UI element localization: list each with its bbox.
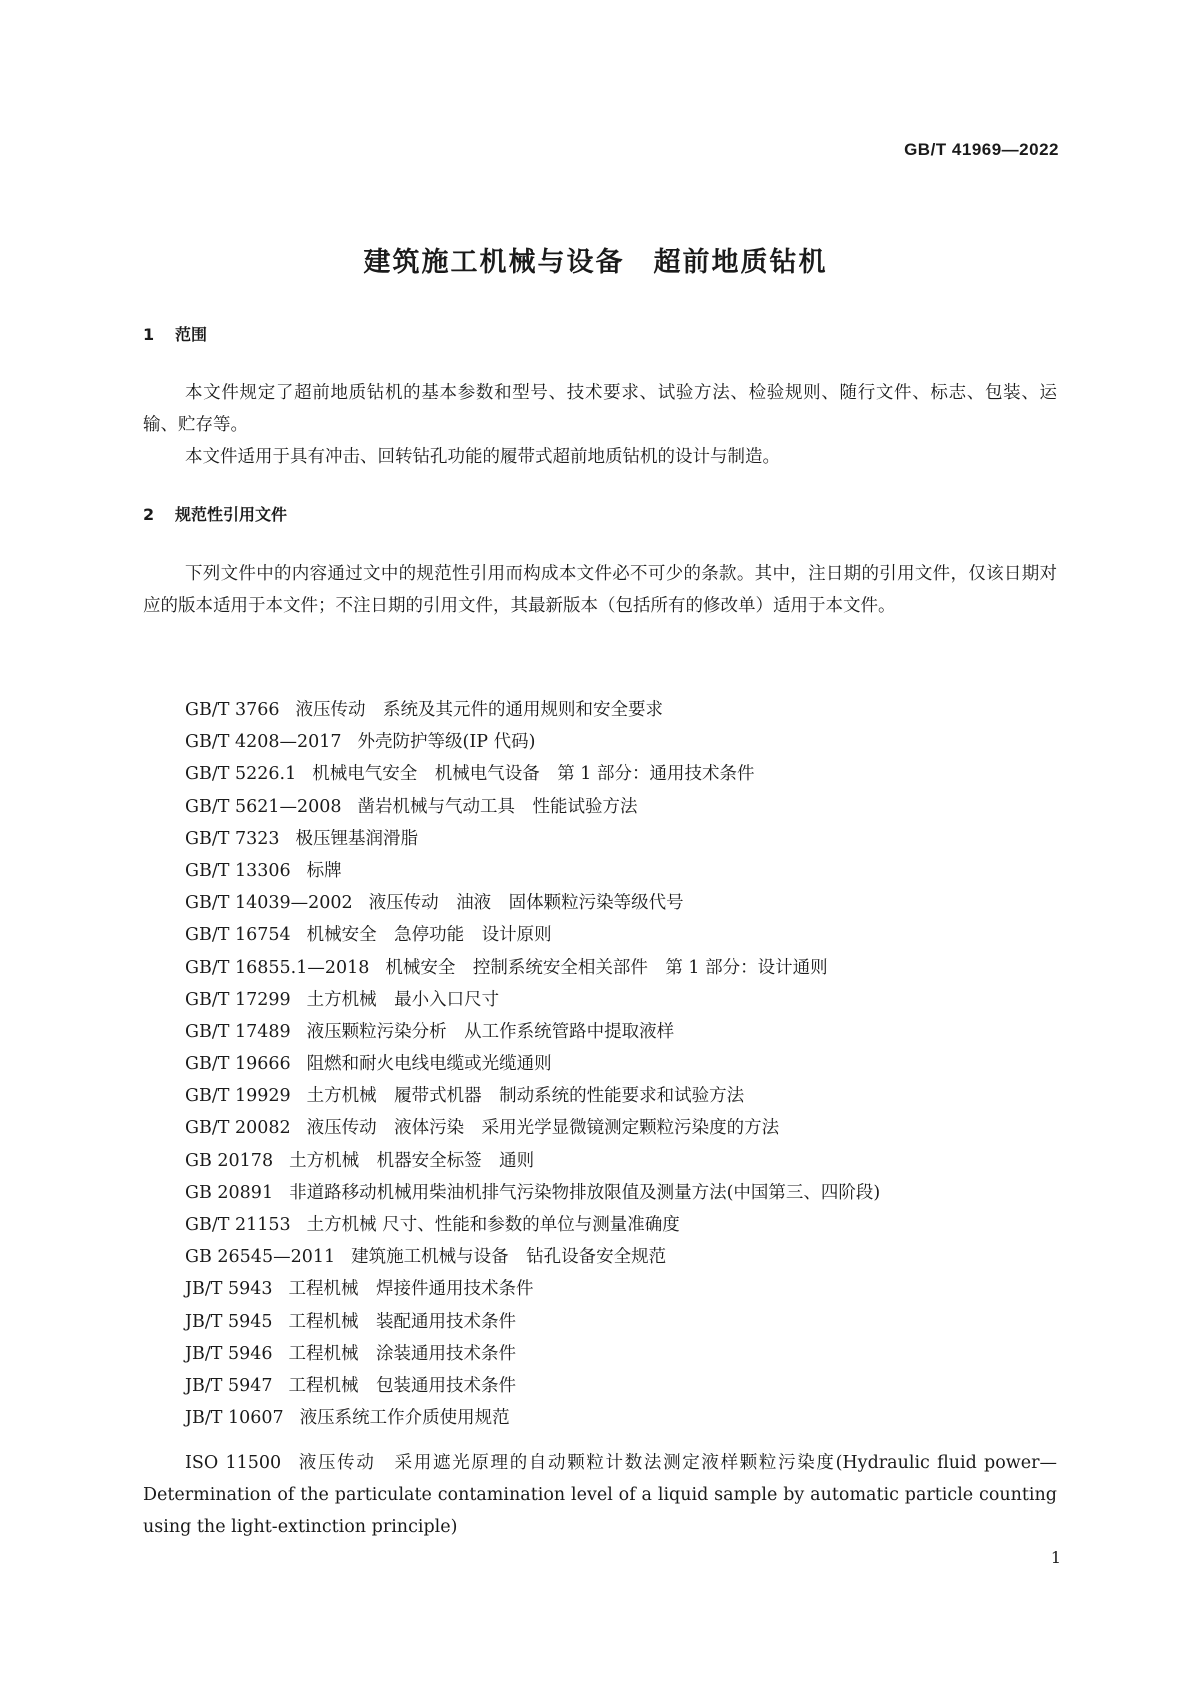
reference-code: GB 20891 bbox=[185, 1182, 274, 1203]
reference-title: 机械安全 控制系统安全相关部件 第 1 部分：设计通则 bbox=[385, 957, 828, 978]
reference-title: 工程机械 焊接件通用技术条件 bbox=[288, 1279, 534, 1300]
reference-item bbox=[185, 887, 1057, 919]
reference-item bbox=[185, 952, 1057, 984]
reference-code: GB/T 16754 bbox=[185, 925, 291, 946]
reference-item bbox=[185, 791, 1057, 823]
reference-title: 非道路移动机械用柴油机排气污染物排放限值及测量方法(中国第三、四阶段) bbox=[289, 1182, 881, 1203]
section-2-heading bbox=[143, 502, 287, 525]
reference-item bbox=[185, 694, 1057, 726]
section-title: 范围 bbox=[175, 325, 208, 344]
reference-item bbox=[185, 919, 1057, 951]
reference-code: GB/T 3766 bbox=[185, 700, 280, 720]
scope-paragraph-1: 本文件规定了超前地质钻机的基本参数和型号、技术要求、试验方法、检验规则、随行文件、标志、包装、运输、贮存等。 bbox=[143, 383, 1057, 435]
reference-title: 机械电气安全 机械电气设备 第 1 部分：通用技术条件 bbox=[312, 764, 755, 785]
reference-title: 极压锂基润滑脂 bbox=[295, 828, 419, 849]
reference-item bbox=[185, 1338, 1057, 1370]
document-title: 建筑施工机械与设备 超前地质钻机 bbox=[363, 247, 828, 278]
reference-code: GB/T 5226.1 bbox=[185, 764, 297, 785]
reference-code: GB/T 17299 bbox=[185, 989, 291, 1010]
reference-title: 建筑施工机械与设备 钻孔设备安全规范 bbox=[351, 1247, 667, 1268]
reference-title: 土方机械 尺寸、性能和参数的单位与测量准确度 bbox=[306, 1215, 680, 1235]
reference-code: GB/T 19666 bbox=[185, 1054, 291, 1075]
reference-code: GB/T 14039—2002 bbox=[185, 893, 353, 914]
reference-code: JB/T 10607 bbox=[185, 1408, 284, 1429]
reference-item bbox=[185, 1370, 1057, 1402]
reference-title: 阻燃和耐火电线电缆或光缆通则 bbox=[306, 1054, 552, 1075]
reference-code: JB/T 5945 bbox=[185, 1311, 273, 1332]
reference-code: JB/T 5943 bbox=[185, 1279, 273, 1300]
reference-title: 土方机械 履带式机器 制动系统的性能要求和试验方法 bbox=[306, 1086, 745, 1107]
reference-item bbox=[185, 1306, 1057, 1338]
reference-title: 液压传动 采用遮光原理的自动颗粒计数法测定液样颗粒污染度(Hydraulic fluid power—Determination of the particulate contamination level of a liquid sample by automatic particle counting using the light-extinction principle) bbox=[143, 1453, 1057, 1537]
reference-title: 液压传动 油液 固体颗粒污染等级代号 bbox=[368, 893, 684, 914]
section-number: 2 bbox=[143, 505, 155, 524]
section-number: 1 bbox=[143, 325, 155, 344]
reference-item bbox=[185, 1048, 1057, 1080]
reference-title: 液压系统工作介质使用规范 bbox=[299, 1408, 510, 1429]
reference-code: GB/T 19929 bbox=[185, 1086, 291, 1107]
reference-item bbox=[185, 1016, 1057, 1048]
reference-code: GB/T 21153 bbox=[185, 1215, 291, 1235]
reference-title: 机械安全 急停功能 设计原则 bbox=[306, 925, 552, 946]
reference-code: GB 20178 bbox=[185, 1150, 274, 1171]
reference-item bbox=[185, 823, 1057, 855]
reference-code: GB/T 17489 bbox=[185, 1021, 291, 1042]
reference-item bbox=[185, 855, 1057, 887]
reference-title: 工程机械 涂装通用技术条件 bbox=[288, 1343, 517, 1364]
reference-code: GB/T 4208—2017 bbox=[185, 732, 342, 753]
reference-item bbox=[185, 726, 1057, 758]
reference-item bbox=[185, 1402, 1057, 1434]
reference-title: 工程机械 装配通用技术条件 bbox=[288, 1311, 517, 1332]
reference-list bbox=[185, 694, 1057, 1434]
reference-code: JB/T 5946 bbox=[185, 1343, 273, 1364]
reference-item bbox=[185, 1080, 1057, 1112]
standard-number: GB/T 41969—2022 bbox=[904, 140, 1059, 159]
reference-code: GB/T 5621—2008 bbox=[185, 796, 342, 817]
reference-title: 凿岩机械与气动工具 性能试验方法 bbox=[357, 796, 638, 817]
reference-title: 土方机械 机器安全标签 通则 bbox=[289, 1150, 535, 1171]
reference-title: 工程机械 包装通用技术条件 bbox=[288, 1375, 517, 1396]
reference-code: GB/T 16855.1—2018 bbox=[185, 957, 370, 978]
reference-item bbox=[185, 1145, 1057, 1177]
reference-title: 液压传动 液体污染 采用光学显微镜测定颗粒污染度的方法 bbox=[306, 1118, 780, 1139]
reference-title: 液压传动 系统及其元件的通用规则和安全要求 bbox=[295, 700, 664, 720]
reference-code: GB 26545—2011 bbox=[185, 1247, 336, 1268]
reference-item bbox=[185, 984, 1057, 1016]
reference-title: 标牌 bbox=[306, 860, 342, 881]
reference-item bbox=[185, 1177, 1057, 1209]
reference-item bbox=[185, 758, 1057, 790]
reference-code: ISO 11500 bbox=[185, 1453, 282, 1473]
reference-item-iso-11500 bbox=[143, 1447, 1057, 1543]
reference-item bbox=[185, 1241, 1057, 1273]
reference-item bbox=[185, 1112, 1057, 1144]
reference-title: 外壳防护等级(IP 代码) bbox=[357, 732, 536, 753]
section-1-heading bbox=[143, 322, 207, 345]
reference-code: JB/T 5947 bbox=[185, 1375, 273, 1396]
section-title: 规范性引用文件 bbox=[175, 505, 288, 524]
page-number: 1 bbox=[1050, 1548, 1061, 1567]
reference-code: GB/T 7323 bbox=[185, 828, 280, 849]
reference-code: GB/T 20082 bbox=[185, 1118, 291, 1139]
reference-item bbox=[185, 1209, 1057, 1241]
reference-code: GB/T 13306 bbox=[185, 860, 291, 881]
scope-paragraph-2: 本文件适用于具有冲击、回转钻孔功能的履带式超前地质钻机的设计与制造。 bbox=[185, 447, 780, 467]
reference-title: 土方机械 最小入口尺寸 bbox=[306, 989, 500, 1010]
references-intro: 下列文件中的内容通过文中的规范性引用而构成本文件必不可少的条款。其中，注日期的引用文件，仅该日期对应的版本适用于本文件；不注日期的引用文件，其最新版本（包括所有的修改单）适用于本文件。 bbox=[143, 564, 1057, 616]
reference-item bbox=[185, 1273, 1057, 1305]
reference-title: 液压颗粒污染分析 从工作系统管路中提取液样 bbox=[306, 1021, 675, 1042]
